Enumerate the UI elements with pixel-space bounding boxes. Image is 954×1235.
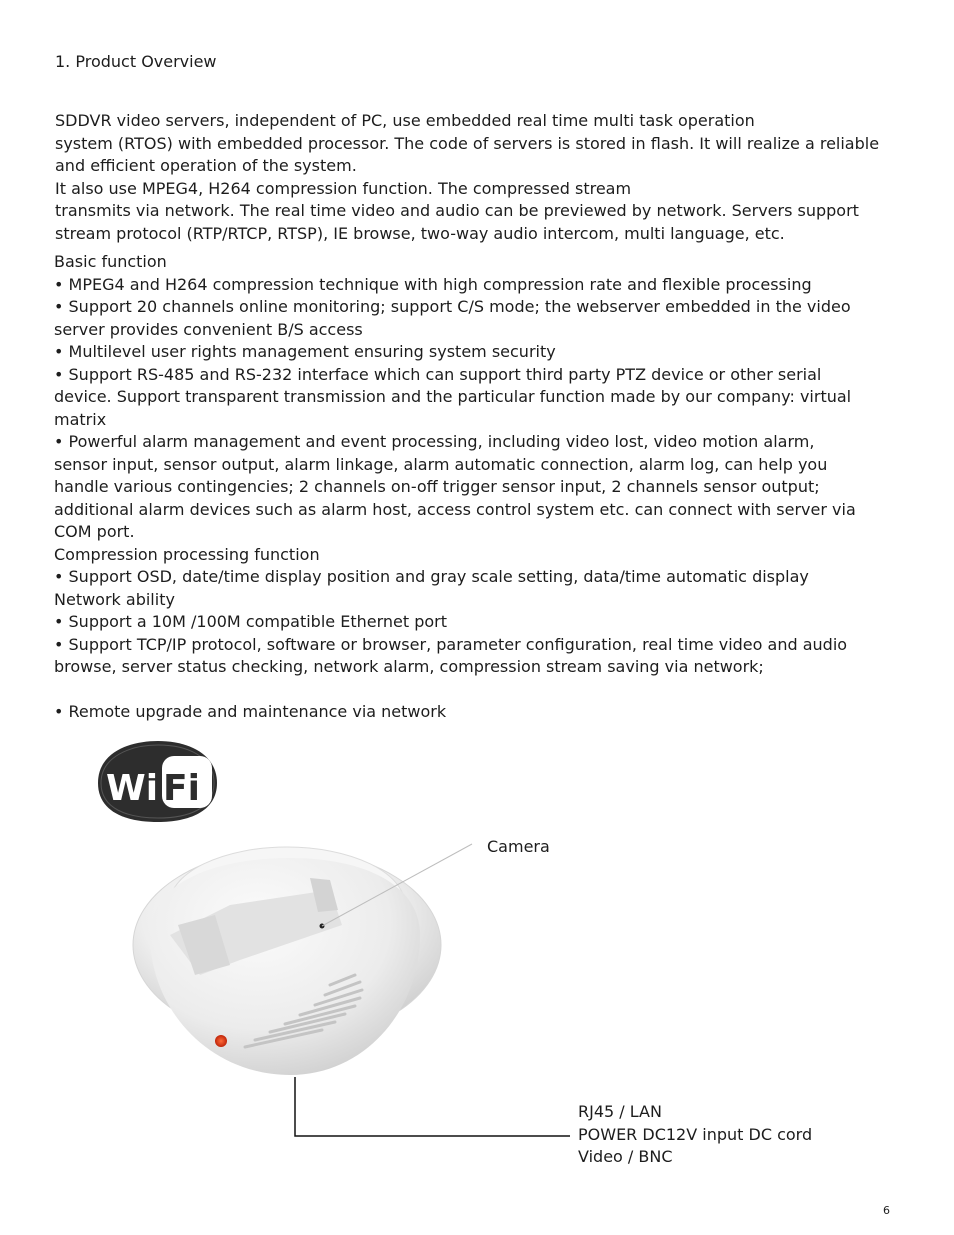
list-item: • Powerful alarm management and event processing, including video lost, video motion alarm, [54,432,815,451]
intro-line: transmits via network. The real time video and audio can be previewed by network. Servers support [55,201,859,220]
power-label: POWER DC12V input DC cord [578,1124,813,1144]
list-item-continuation: additional alarm devices such as alarm host, access control system etc. can connect with server via [54,499,856,519]
list-item-continuation: server provides convenient B/S access [54,319,363,339]
list-item-continuation: COM port. [54,522,135,541]
intro-line: system (RTOS) with embedded processor. The code of servers is stored in flash. It will realize a reliable [55,133,880,153]
wifi-logo [98,741,217,822]
intro-paragraph [55,110,915,245]
list-item: • Multilevel user rights management ensuring system security [54,342,556,361]
intro-line: stream protocol (RTP/RTCP, RTSP), IE browse, two-way audio intercom, multi language, etc. [55,223,785,243]
rj45-label: RJ45 / LAN [578,1102,662,1121]
list-item: • Support TCP/IP protocol, software or browser, parameter configuration, real time video and audio [54,634,848,654]
subheading-compression: Compression processing function [54,544,320,564]
subheading-basic-function: Basic function [54,252,167,271]
video-label: Video / BNC [578,1147,673,1166]
camera-label: Camera [487,837,550,856]
list-item: • Support RS-485 and RS-232 interface which can support third party PTZ device or other serial [54,364,822,384]
list-item: • Support 20 channels online monitoring; support C/S mode; the webserver embedded in the video [54,297,851,316]
list-item: • Support a 10M /100M compatible Ethernet port [54,612,448,631]
cable-leader-line [295,1077,570,1136]
wifi-logo-fi: Fi [163,768,200,809]
list-item-continuation: handle various contingencies; 2 channels on-off trigger sensor input, 2 channels sensor output; [54,477,820,496]
wifi-logo-wi: Wi [106,768,159,809]
smoke-detector-camera-image [133,847,441,1075]
list-item-continuation: device. Support transparent transmission and the particular function made by our company: virtual [54,387,852,406]
list-item-continuation: sensor input, sensor output, alarm linkage, alarm automatic connection, alarm log, can help you [54,454,828,474]
intro-line: and efficient operation of the system. [55,156,357,175]
intro-line: SDDVR video servers, independent of PC, use embedded real time multi task operation [55,111,755,130]
list-item: • Support OSD, date/time display position and gray scale setting, data/time automatic display [54,567,809,586]
section-heading: 1. Product Overview [55,52,217,71]
feature-list [54,251,924,723]
list-item: • Remote upgrade and maintenance via network [54,701,447,721]
subheading-network: Network ability [54,589,175,609]
list-item: • MPEG4 and H264 compression technique with high compression rate and flexible processing [54,274,812,294]
cable-labels [578,1101,812,1169]
led-indicator [215,1035,227,1047]
page-number: 6 [883,1204,890,1217]
list-item-continuation: matrix [54,409,107,429]
list-item-continuation: browse, server status checking, network alarm, compression stream saving via network; [54,657,764,676]
intro-line: It also use MPEG4, H264 compression function. The compressed stream [55,178,632,198]
